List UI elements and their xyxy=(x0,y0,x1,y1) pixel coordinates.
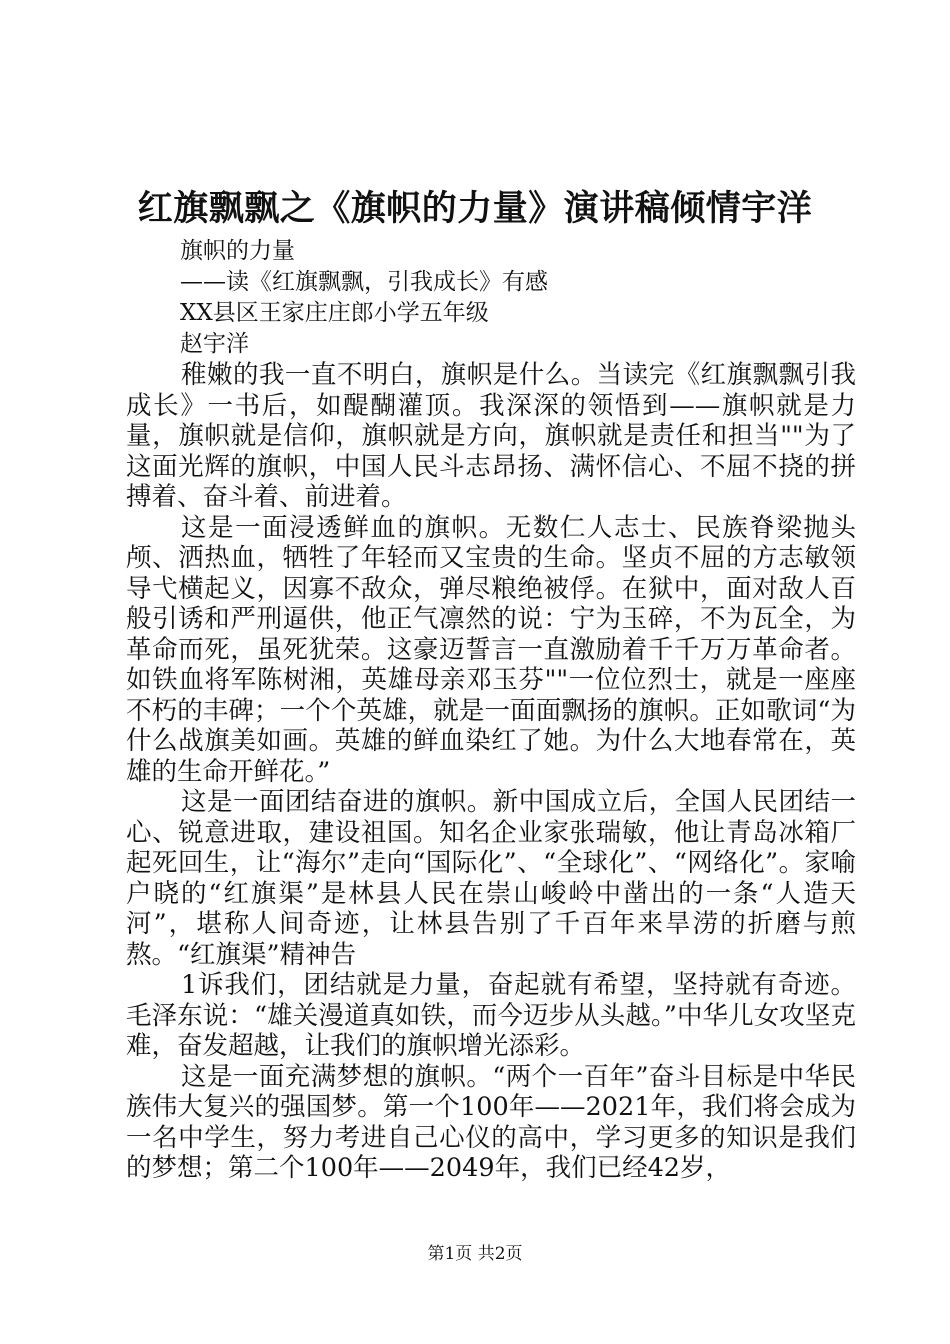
author-school: XX县区王家庄庄郎小学五年级 xyxy=(180,300,489,326)
paragraph: 稚嫩的我一直不明白，旗帜是什么。当读完《红旗飘飘引我成长》一书后，如醍醐灌顶。我深深的领悟到——旗帜就是力量，旗帜就是信仰，旗帜就是方向，旗帜就是责任和担当""为了这面光辉的旗帜，中国人民斗志昂扬、满怀信心、不屈不挠的拼搏着、奋斗着、前进着。 xyxy=(126,360,856,512)
subtitle: 旗帜的力量 xyxy=(180,238,295,264)
page-footer: 第1页 共2页 xyxy=(427,1244,523,1264)
paragraph: 这是一面充满梦想的旗帜。“两个一百年”奋斗目标是中华民族伟大复兴的强国梦。第一个100年——2021年，我们将会成为一名中学生，努力考进自己心仪的高中，学习更多的知识是我们的梦想；第二个100年——2049年，我们已经42岁， xyxy=(126,1061,856,1183)
document-title: 红旗飘飘之《旗帜的力量》演讲稿倾情宇洋 xyxy=(137,188,813,229)
paragraph: 这是一面浸透鲜血的旗帜。无数仁人志士、民族脊梁抛头颅、洒热血，牺牲了年轻而又宝贵的生命。坚贞不屈的方志敏领导弋横起义，因寡不敌众，弹尽粮绝被俘。在狱中，面对敌人百般引诱和严刑逼供，他正气凛然的说：宁为玉碎，不为瓦全，为革命而死，虽死犹荣。这豪迈誓言一直激励着千千万万革命者。如铁血将军陈树湘，英雄母亲邓玉芬""一位位烈士，就是一座座不朽的丰碑；一个个英雄，就是一面面飘扬的旗帜。正如歌词“为什么战旗美如画。英雄的鲜血染红了她。为什么大地春常在，英雄的生命开鲜花。” xyxy=(126,512,856,787)
subtitle-reading-note: ——读《红旗飘飘，引我成长》有感 xyxy=(180,269,548,295)
paragraph: 这是一面团结奋进的旗帜。新中国成立后，全国人民团结一心、锐意进取，建设祖国。知名企业家张瑞敏，他让青岛冰箱厂起死回生，让“海尔”走向“国际化”、“全球化”、“网络化”。家喻户晓的“红旗渠”是林县人民在崇山峻岭中凿出的一条“人造天河”，堪称人间奇迹，让林县告别了千百年来旱涝的折磨与煎熬。“红旗渠”精神告 xyxy=(126,787,856,970)
document-body xyxy=(126,360,856,1184)
author-name: 赵宇洋 xyxy=(180,331,249,357)
document-meta xyxy=(180,236,548,360)
paragraph: 1诉我们，团结就是力量，奋起就有希望，坚持就有奇迹。毛泽东说：“雄关漫道真如铁，而今迈步从头越。”中华儿女攻坚克难，奋发超越，让我们的旗帜增光添彩。 xyxy=(126,970,856,1061)
